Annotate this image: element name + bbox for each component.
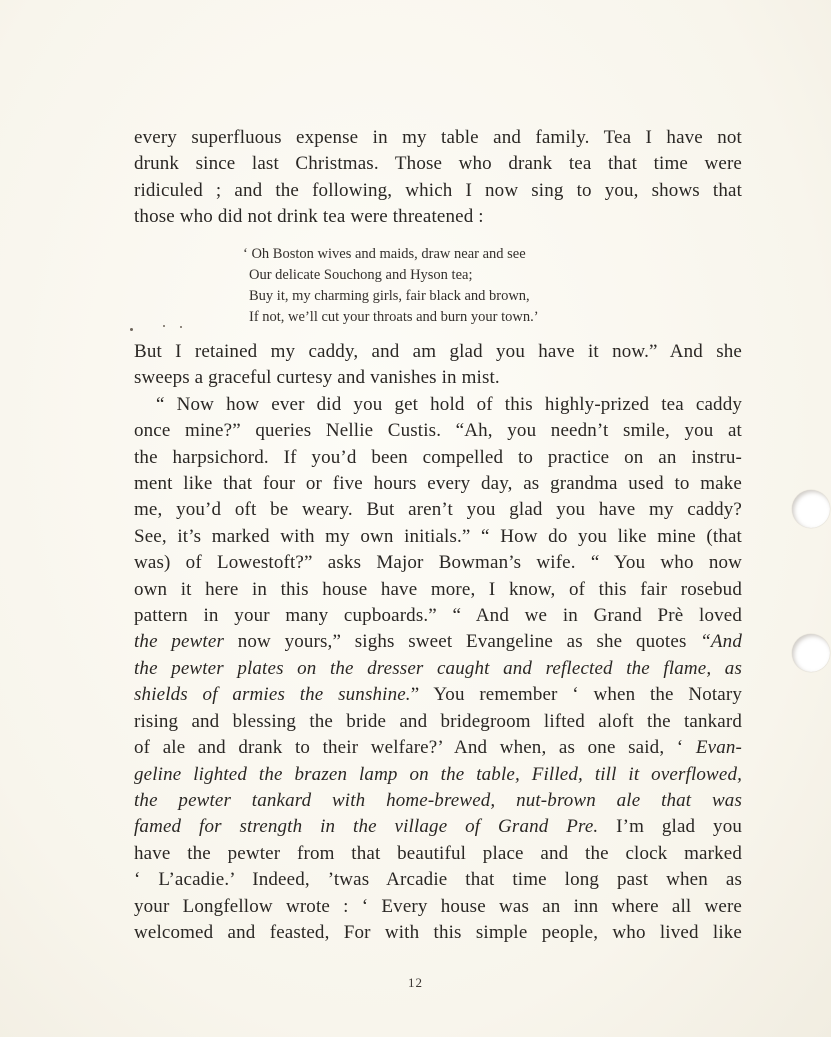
text-line: See, it’s marked with my own initials.” “ How do you like mine (that [134, 525, 742, 547]
text-line [134, 788, 742, 814]
text-line: drunk since last Christmas. Those who drank tea that time were [134, 153, 742, 175]
italic-text: the pewter [134, 631, 224, 653]
paper-speck [180, 326, 182, 328]
punch-hole [792, 634, 830, 672]
italic-text: shields of armies the sunshine. [134, 684, 411, 706]
poem-line: ‘ Oh Boston wives and maids, draw near and see [243, 246, 526, 262]
italic-text: “And [700, 631, 742, 653]
text-line [134, 814, 742, 840]
text-line: me, you’d oft be weary. But aren’t you glad you have my caddy? [134, 499, 742, 521]
text-line: ment like that four or five hours every day, as grandma used to make [134, 473, 742, 495]
text-line: once mine?” queries Nellie Custis. “Ah, you needn’t smile, you at [134, 420, 742, 442]
text-span: of ale and drank to their welfare?’ And when, as one said, ‘ [134, 737, 696, 759]
page-number: 12 [408, 975, 423, 990]
poem-line: Buy it, my charming girls, fair black and brown, [249, 288, 530, 304]
text-span: now yours,” sighs sweet Evangeline as she quotes [223, 631, 701, 653]
text-line: was) of Lowestoft?” asks Major Bowman’s wife. “ You who now [134, 552, 742, 574]
text-line [134, 735, 742, 761]
text-line: “ Now how ever did you get hold of this highly-prized tea caddy [156, 393, 742, 415]
text-line: your Longfellow wrote : ‘ Every house was an inn where all were [134, 895, 742, 917]
italic-text: famed for strength in the village of Grand Pre. [134, 816, 599, 838]
italic-text: the pewter tankard with home-brewed, nut-brown ale that was [134, 789, 742, 811]
text-line: own it here in this house have more, I know, of this fair rosebud [134, 578, 742, 600]
poem-line: Our delicate Souchong and Hyson tea; [249, 267, 473, 283]
italic-text: Evan- [695, 737, 742, 759]
text-line: sweeps a graceful curtesy and vanishes in mist. [134, 367, 500, 389]
text-line: ‘ L’acadie.’ Indeed, ’twas Arcadie that time long past when as [134, 869, 742, 891]
text-line [134, 682, 742, 708]
text-line [134, 629, 742, 655]
text-span: ” You remember ‘ when the Notary [410, 684, 743, 706]
poem-verse [243, 244, 539, 328]
text-line: ridiculed ; and the following, which I now sing to you, shows that [134, 179, 742, 201]
punch-hole [792, 490, 830, 528]
text-line: every superfluous expense in my table and family. Tea I have not [134, 127, 742, 148]
poem-line: If not, we’ll cut your throats and burn your town.’ [249, 309, 539, 325]
text-line: But I retained my caddy, and am glad you have it now.” And she [134, 341, 742, 362]
text-span: I’m glad you [598, 816, 742, 838]
text-line: rising and blessing the bride and bridegroom lifted aloft the tankard [134, 710, 742, 732]
text-line: those who did not drink tea were threatened : [134, 206, 484, 228]
paragraph-caddy [134, 339, 742, 946]
text-line [134, 656, 742, 682]
paper-speck [130, 328, 133, 331]
text-line: have the pewter from that beautiful place and the clock marked [134, 842, 742, 864]
text-line: pattern in your many cupboards.” “ And we in Grand Prè loved [134, 605, 742, 627]
italic-text: the pewter plates on the dresser caught and reflected the flame, as [134, 657, 742, 679]
paragraph-tea-christmas [134, 125, 742, 231]
text-line: the harpsichord. If you’d been compelled to practice on an instru- [134, 446, 742, 468]
text-line [134, 762, 742, 788]
text-line: welcomed and feasted, For with this simple people, who lived like [134, 921, 742, 943]
italic-text: geline lighted the brazen lamp on the table, Filled, till it overflowed, [134, 763, 742, 785]
paper-speck [163, 325, 165, 327]
